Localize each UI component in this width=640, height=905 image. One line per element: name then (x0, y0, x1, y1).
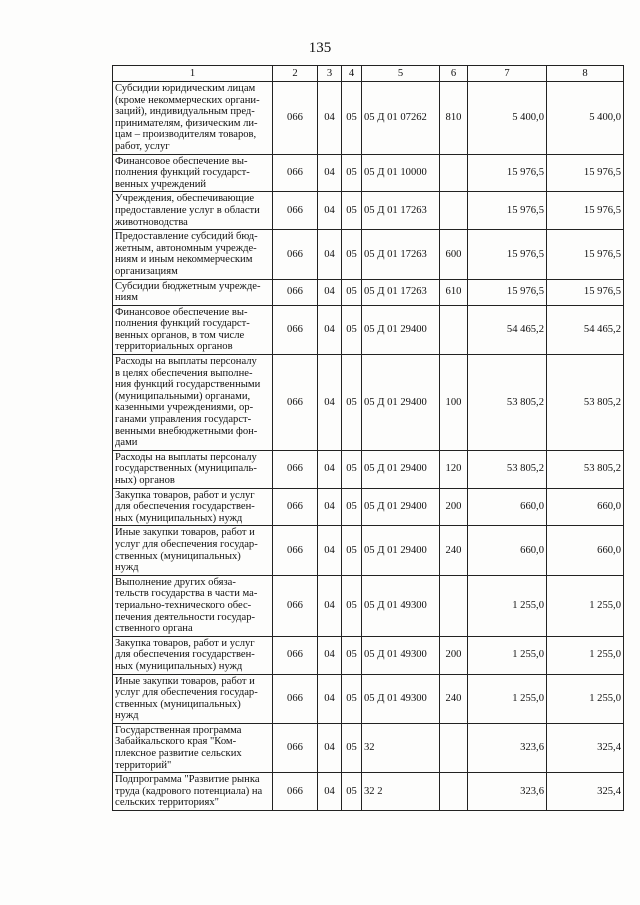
amount-year1-cell: 53 805,2 (468, 355, 547, 451)
description-line: ганами управления государст- (115, 414, 252, 426)
section-cell: 04 (318, 82, 342, 155)
description-cell (113, 355, 273, 451)
admin-code-cell: 066 (273, 636, 318, 674)
table-row (113, 773, 624, 811)
target-article-cell: 05 Д 01 49300 (362, 636, 440, 674)
subsection-cell: 05 (342, 723, 362, 772)
description-line: Субсидии бюджетным учрежде- (115, 280, 261, 292)
admin-code-cell: 066 (273, 230, 318, 279)
description-line: печения деятельности государ- (115, 611, 256, 623)
amount-year1-cell: 15 976,5 (468, 192, 547, 230)
table-row (113, 154, 624, 192)
table-row (113, 674, 624, 723)
description-line: Расходы на выплаты персоналу (115, 451, 257, 463)
amount-year2-cell: 1 255,0 (547, 674, 624, 723)
subsection-cell: 05 (342, 355, 362, 451)
amount-year1-cell: 660,0 (468, 526, 547, 575)
description-line: труда (кадрового потенциала) на (115, 785, 263, 797)
expense-type-cell: 200 (440, 488, 468, 526)
expense-type-cell: 100 (440, 355, 468, 451)
section-cell: 04 (318, 154, 342, 192)
section-cell: 04 (318, 355, 342, 451)
expense-type-cell: 240 (440, 674, 468, 723)
description-line: Предоставление субсидий бюд- (115, 231, 258, 243)
table-row (113, 575, 624, 636)
admin-code-cell: 066 (273, 575, 318, 636)
table-row (113, 82, 624, 155)
subsection-cell: 05 (342, 450, 362, 488)
description-cell (113, 450, 273, 488)
expense-type-cell (440, 154, 468, 192)
description-line: дами (115, 437, 138, 449)
subsection-cell: 05 (342, 773, 362, 811)
expense-type-cell: 610 (440, 279, 468, 305)
description-line: Иные закупки товаров, работ и (115, 675, 255, 687)
table-row (113, 305, 624, 354)
description-line: (кроме некоммерческих органи- (115, 94, 260, 106)
description-line: (муниципальными) органами, (115, 390, 251, 402)
description-line: Государственная программа (115, 724, 242, 736)
table-row (113, 636, 624, 674)
expense-type-cell: 200 (440, 636, 468, 674)
admin-code-cell: 066 (273, 488, 318, 526)
amount-year1-cell: 15 976,5 (468, 230, 547, 279)
description-line: венных органов, в том числе (115, 329, 245, 341)
description-line: услуг для обеспечения государ- (115, 687, 258, 699)
header-cell: 2 (273, 66, 318, 82)
subsection-cell: 05 (342, 192, 362, 230)
amount-year1-cell: 323,6 (468, 723, 547, 772)
amount-year1-cell: 5 400,0 (468, 82, 547, 155)
target-article-cell: 05 Д 01 29400 (362, 355, 440, 451)
amount-year2-cell: 325,4 (547, 773, 624, 811)
description-line: Субсидии юридическим лицам (115, 83, 256, 94)
section-cell: 04 (318, 450, 342, 488)
table-row (113, 526, 624, 575)
expense-type-cell (440, 773, 468, 811)
description-line: животноводства (115, 216, 188, 228)
description-cell (113, 488, 273, 526)
header-cell: 1 (113, 66, 273, 82)
table-row (113, 192, 624, 230)
expense-type-cell: 240 (440, 526, 468, 575)
description-line: ных (муниципальных) нужд (115, 660, 243, 672)
section-cell: 04 (318, 674, 342, 723)
description-line: ниям (115, 292, 138, 304)
target-article-cell: 32 (362, 723, 440, 772)
description-line: заций), индивидуальным пред- (115, 106, 255, 118)
description-line: ных (муниципальных) нужд (115, 512, 243, 524)
header-cell: 7 (468, 66, 547, 82)
amount-year1-cell: 660,0 (468, 488, 547, 526)
description-line: Учреждения, обеспечивающие (115, 193, 255, 205)
expense-type-cell (440, 575, 468, 636)
table-row (113, 488, 624, 526)
admin-code-cell: 066 (273, 305, 318, 354)
target-article-cell: 05 Д 01 29400 (362, 450, 440, 488)
amount-year2-cell: 325,4 (547, 723, 624, 772)
expense-type-cell (440, 192, 468, 230)
table-row (113, 723, 624, 772)
amount-year2-cell: 15 976,5 (547, 230, 624, 279)
admin-code-cell: 066 (273, 192, 318, 230)
description-line: полнения функций государст- (115, 167, 250, 179)
section-cell: 04 (318, 636, 342, 674)
description-line: тельств государства в части ма- (115, 588, 258, 600)
amount-year2-cell: 1 255,0 (547, 575, 624, 636)
description-cell (113, 279, 273, 305)
amount-year1-cell: 323,6 (468, 773, 547, 811)
description-line: нужд (115, 562, 139, 574)
target-article-cell: 05 Д 01 10000 (362, 154, 440, 192)
description-line: Подпрограмма "Развитие рынка (115, 774, 260, 786)
subsection-cell: 05 (342, 575, 362, 636)
amount-year2-cell: 1 255,0 (547, 636, 624, 674)
section-cell: 04 (318, 723, 342, 772)
amount-year2-cell: 15 976,5 (547, 154, 624, 192)
amount-year1-cell: 1 255,0 (468, 636, 547, 674)
header-row (113, 66, 624, 82)
subsection-cell: 05 (342, 636, 362, 674)
expense-type-cell (440, 723, 468, 772)
description-line: Расходы на выплаты персоналу (115, 356, 257, 368)
amount-year2-cell: 15 976,5 (547, 279, 624, 305)
description-line: венных учреждений (115, 178, 207, 190)
target-article-cell: 05 Д 01 29400 (362, 488, 440, 526)
subsection-cell: 05 (342, 305, 362, 354)
description-line: жетным, автономным учрежде- (115, 242, 257, 254)
section-cell: 04 (318, 575, 342, 636)
description-line: Иные закупки товаров, работ и (115, 527, 255, 539)
description-line: организациям (115, 265, 178, 277)
header-cell: 3 (318, 66, 342, 82)
amount-year2-cell: 53 805,2 (547, 355, 624, 451)
description-cell (113, 305, 273, 354)
description-line: принимателям, физическим ли- (115, 117, 258, 129)
description-line: плексное развитие сельских (115, 748, 242, 760)
header-cell: 6 (440, 66, 468, 82)
description-line: ных) органов (115, 475, 175, 486)
description-line: услуг для обеспечения государ- (115, 538, 258, 550)
target-article-cell: 05 Д 01 17263 (362, 192, 440, 230)
expense-type-cell: 810 (440, 82, 468, 155)
description-line: Закупка товаров, работ и услуг (115, 637, 255, 649)
amount-year2-cell: 660,0 (547, 488, 624, 526)
amount-year1-cell: 53 805,2 (468, 450, 547, 488)
target-article-cell: 32 2 (362, 773, 440, 811)
budget-table (112, 65, 624, 811)
table-row (113, 450, 624, 488)
target-article-cell: 05 Д 01 17263 (362, 230, 440, 279)
description-line: казенными учреждениями, ор- (115, 402, 254, 414)
description-line: предоставление услуг в области (115, 204, 260, 216)
target-article-cell: 05 Д 01 29400 (362, 305, 440, 354)
description-line: ственных (муниципальных) (115, 550, 241, 562)
subsection-cell: 05 (342, 526, 362, 575)
section-cell: 04 (318, 526, 342, 575)
target-article-cell: 05 Д 01 49300 (362, 674, 440, 723)
description-cell (113, 636, 273, 674)
section-cell: 04 (318, 279, 342, 305)
header-cell: 5 (362, 66, 440, 82)
subsection-cell: 05 (342, 154, 362, 192)
description-cell (113, 154, 273, 192)
subsection-cell: 05 (342, 230, 362, 279)
admin-code-cell: 066 (273, 674, 318, 723)
description-line: Выполнение других обяза- (115, 576, 236, 588)
amount-year2-cell: 660,0 (547, 526, 624, 575)
subsection-cell: 05 (342, 279, 362, 305)
description-cell (113, 773, 273, 811)
description-line: для обеспечения государствен- (115, 501, 255, 513)
description-line: Финансовое обеспечение вы- (115, 306, 248, 318)
description-line: территориальных органов (115, 341, 233, 353)
description-line: для обеспечения государствен- (115, 649, 255, 661)
amount-year2-cell: 53 805,2 (547, 450, 624, 488)
admin-code-cell: 066 (273, 279, 318, 305)
expense-type-cell (440, 305, 468, 354)
header-cell: 4 (342, 66, 362, 82)
admin-code-cell: 066 (273, 82, 318, 155)
amount-year1-cell: 15 976,5 (468, 279, 547, 305)
description-line: цам – производителям товаров, (115, 129, 257, 141)
admin-code-cell: 066 (273, 154, 318, 192)
admin-code-cell: 066 (273, 773, 318, 811)
description-line: полнения функций государст- (115, 318, 250, 330)
description-cell (113, 82, 273, 155)
admin-code-cell: 066 (273, 526, 318, 575)
amount-year1-cell: 15 976,5 (468, 154, 547, 192)
description-line: сельских территориях" (115, 797, 219, 809)
subsection-cell: 05 (342, 674, 362, 723)
amount-year2-cell: 15 976,5 (547, 192, 624, 230)
target-article-cell: 05 Д 01 17263 (362, 279, 440, 305)
section-cell: 04 (318, 305, 342, 354)
description-line: териально-технического обес- (115, 599, 252, 611)
description-line: ственного органа (115, 623, 193, 635)
description-line: Забайкальского края "Ком- (115, 736, 237, 748)
admin-code-cell: 066 (273, 450, 318, 488)
description-line: ственных (муниципальных) (115, 698, 241, 710)
amount-year1-cell: 54 465,2 (468, 305, 547, 354)
table-row (113, 230, 624, 279)
amount-year1-cell: 1 255,0 (468, 575, 547, 636)
amount-year2-cell: 54 465,2 (547, 305, 624, 354)
expense-type-cell: 600 (440, 230, 468, 279)
description-line: Финансовое обеспечение вы- (115, 155, 248, 167)
amount-year2-cell: 5 400,0 (547, 82, 624, 155)
description-cell (113, 575, 273, 636)
description-line: в целях обеспечения выполне- (115, 367, 253, 379)
description-line: работ, услуг (115, 140, 170, 152)
subsection-cell: 05 (342, 82, 362, 155)
description-line: ниям и иным некоммерческим (115, 254, 253, 266)
description-cell (113, 674, 273, 723)
amount-year1-cell: 1 255,0 (468, 674, 547, 723)
target-article-cell: 05 Д 01 29400 (362, 526, 440, 575)
description-line: нужд (115, 710, 139, 722)
description-cell (113, 526, 273, 575)
subsection-cell: 05 (342, 488, 362, 526)
description-line: ния функций государственными (115, 379, 261, 391)
description-line: венными внебюджетными фон- (115, 425, 258, 437)
table-row (113, 355, 624, 451)
target-article-cell: 05 Д 01 07262 (362, 82, 440, 155)
description-line: Закупка товаров, работ и услуг (115, 489, 255, 501)
description-line: территорий" (115, 759, 172, 771)
section-cell: 04 (318, 488, 342, 526)
header-cell: 8 (547, 66, 624, 82)
section-cell: 04 (318, 773, 342, 811)
expense-type-cell: 120 (440, 450, 468, 488)
section-cell: 04 (318, 230, 342, 279)
admin-code-cell: 066 (273, 723, 318, 772)
description-cell (113, 723, 273, 772)
section-cell: 04 (318, 192, 342, 230)
description-line: государственных (муниципаль- (115, 463, 257, 475)
table-row (113, 279, 624, 305)
admin-code-cell: 066 (273, 355, 318, 451)
description-cell (113, 192, 273, 230)
target-article-cell: 05 Д 01 49300 (362, 575, 440, 636)
page-number: 135 (308, 40, 332, 56)
description-cell (113, 230, 273, 279)
